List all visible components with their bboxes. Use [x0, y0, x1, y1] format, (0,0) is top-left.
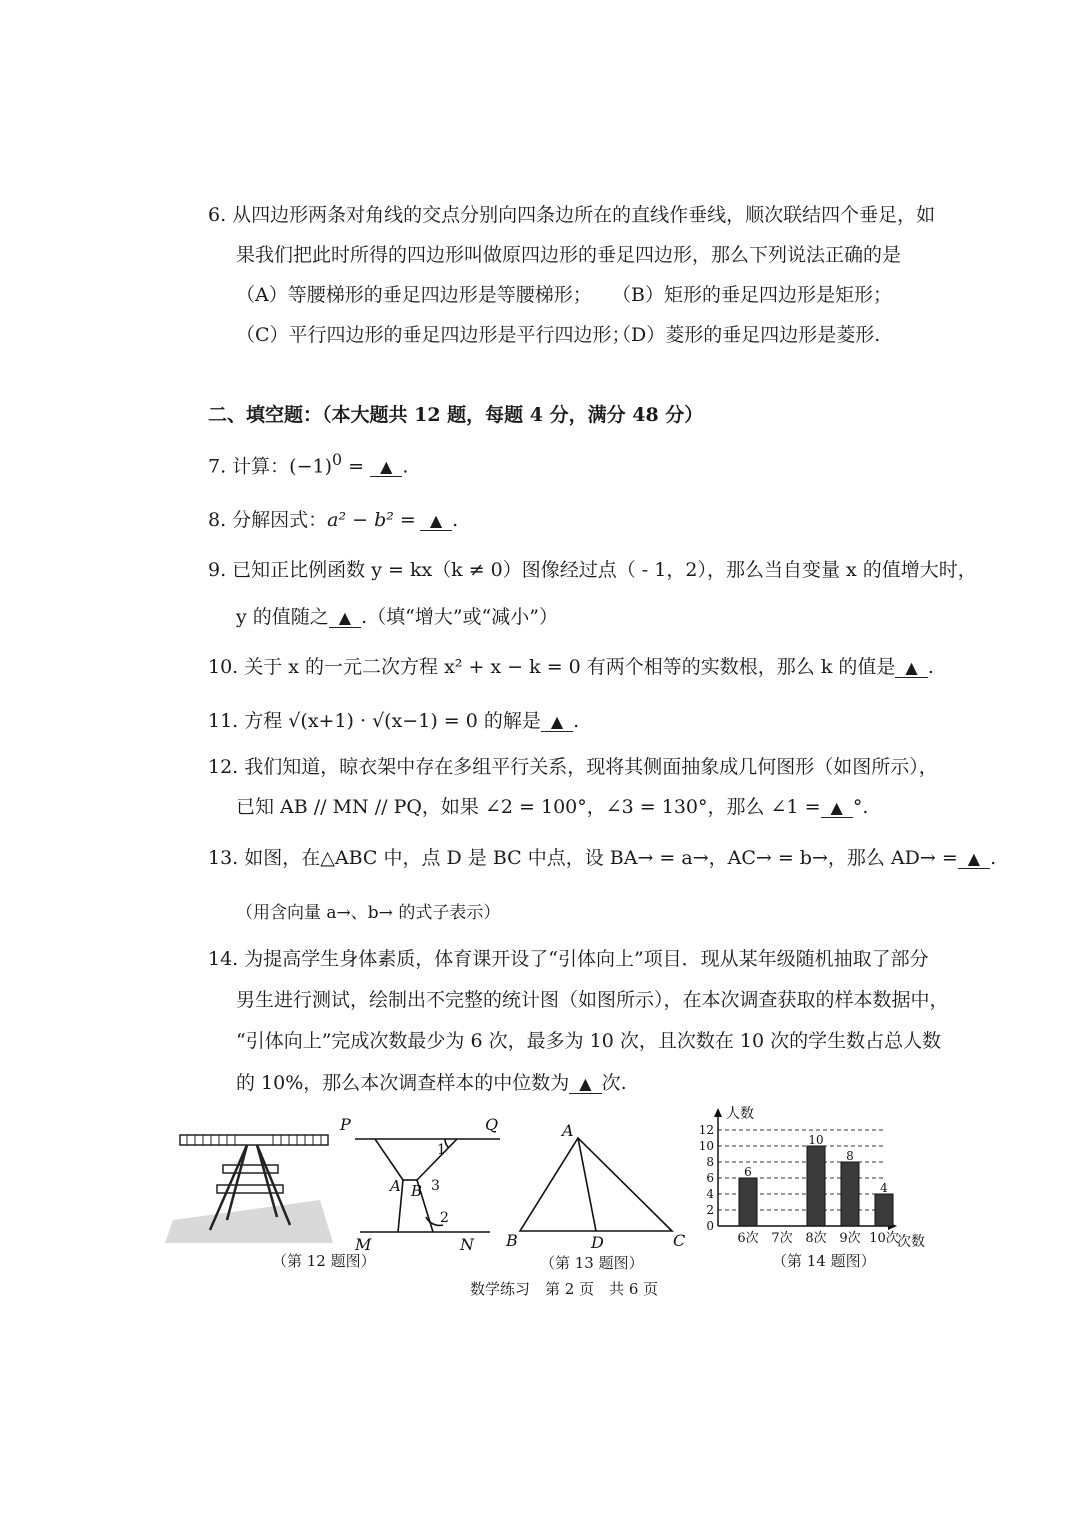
- figure-13-diagram: [500, 1118, 695, 1253]
- angle-3-label: 3: [431, 1178, 440, 1194]
- figure-14-bar-chart: [690, 1098, 940, 1248]
- q10-answer-blank[interactable]: [895, 658, 927, 678]
- q14-end: 次.: [601, 1072, 627, 1094]
- page-footer: 数学练习 第 2 页 共 6 页: [470, 1280, 659, 1298]
- q12-line1: 12. 我们知道，晾衣架中存在多组平行关系，现将其侧面抽象成几何图形（如图所示），: [208, 756, 938, 778]
- bar-data-label: 6: [744, 1165, 752, 1179]
- q7-text: 7. 计算：(−1): [208, 455, 333, 478]
- q9-line1: 9. 已知正比例函数 y = kx（k ≠ 0）图像经过点（ - 1，2），那么当自变量 x 的值增大时，: [208, 559, 977, 581]
- bar: [841, 1162, 859, 1226]
- blank-marker-icon: ▲: [338, 608, 352, 627]
- q10-end: .: [927, 656, 934, 678]
- label-c: C: [673, 1231, 686, 1250]
- q12-answer-blank[interactable]: [821, 798, 853, 818]
- label-m: M: [355, 1235, 372, 1252]
- bar-data-label: 10: [808, 1133, 824, 1147]
- q11: [208, 706, 579, 733]
- blank-marker-icon: ▲: [830, 798, 843, 817]
- q8-expression: a² − b² =: [327, 509, 416, 531]
- drying-rack-illustration: [165, 1125, 340, 1250]
- y-axis-arrow-icon: [714, 1108, 722, 1117]
- x-tick-label: 9次: [839, 1231, 861, 1246]
- bar: [739, 1178, 757, 1226]
- y-tick-label: 6: [706, 1171, 714, 1185]
- section-2-heading: 二、填空题：（本大题共 12 题，每题 4 分，满分 48 分）: [208, 404, 704, 426]
- q6-line1: 6. 从四边形两条对角线的交点分别向四条边所在的直线作垂线，顺次联结四个垂足，如: [208, 204, 936, 226]
- figure-12-caption: （第 12 题图）: [272, 1252, 376, 1270]
- q7: [208, 450, 408, 478]
- y-tick-label: 2: [706, 1203, 714, 1217]
- blank-marker-icon: ▲: [380, 457, 393, 477]
- figure-12-diagram: [335, 1112, 515, 1252]
- x-axis-label: 次数: [897, 1234, 925, 1248]
- q8: [208, 505, 458, 532]
- y-axis-label: 人数: [726, 1106, 754, 1122]
- q14-line1: 14. 为提高学生身体素质，体育课开设了“引体向上”项目．现从某年级随机抽取了部分: [208, 948, 929, 970]
- x-tick-label: 7次: [771, 1231, 793, 1246]
- label-a: A: [390, 1177, 401, 1195]
- y-tick-label: 4: [706, 1187, 714, 1201]
- q6-option-c: （C）平行四边形的垂足四边形是平行四边形；: [236, 324, 631, 346]
- bar: [875, 1194, 893, 1226]
- bar: [807, 1146, 825, 1226]
- q9-text: y 的值随之: [236, 606, 329, 628]
- q6-option-a: （A）等腰梯形的垂足四边形是等腰梯形；: [236, 284, 592, 306]
- q10-text: 10. 关于 x 的一元二次方程 x² + x − k = 0 有两个相等的实数根，那么 k 的值是: [208, 656, 896, 678]
- q12-end: °.: [852, 796, 869, 818]
- q14-line4: [236, 1068, 627, 1095]
- blank-marker-icon: ▲: [429, 511, 443, 530]
- label-a: A: [562, 1121, 574, 1140]
- q13-end: .: [990, 847, 997, 869]
- q8-text: 8. 分解因式：: [208, 509, 328, 531]
- q14-line2: 男生进行测试，绘制出不完整的统计图（如图所示），在本次调查获取的样本数据中，: [236, 989, 949, 1011]
- q13: [208, 843, 996, 870]
- blank-marker-icon: ▲: [905, 658, 918, 677]
- q12-line2: [236, 792, 868, 819]
- label-n: N: [460, 1235, 474, 1252]
- q6-line2: 果我们把此时所得的四边形叫做原四边形的垂足四边形，那么下列说法正确的是: [236, 244, 902, 266]
- angle-2-label: 2: [440, 1210, 449, 1226]
- q6-option-d: （D）菱形的垂足四边形是菱形.: [612, 324, 881, 346]
- q7-answer-blank[interactable]: [370, 457, 402, 477]
- y-tick-label: 12: [698, 1123, 714, 1137]
- blank-marker-icon: ▲: [550, 712, 564, 731]
- q12-text: 已知 AB // MN // PQ，如果 ∠2 = 100°，∠3 = 130°，那么 ∠1 =: [236, 796, 821, 818]
- q7-equals: =: [342, 455, 371, 478]
- figure-14-caption: （第 14 题图）: [772, 1252, 876, 1270]
- q9-line2: [236, 602, 558, 629]
- q7-end: .: [402, 455, 409, 478]
- bar-data-label: 8: [846, 1149, 854, 1163]
- label-p: P: [340, 1115, 351, 1134]
- q13-note: （用含向量 a→、b→ 的式子表示）: [236, 903, 501, 923]
- y-tick-label: 10: [698, 1139, 714, 1153]
- y-tick-label: 0: [706, 1219, 714, 1233]
- x-tick-label: 10次: [869, 1231, 899, 1246]
- q13-answer-blank[interactable]: [958, 849, 990, 869]
- angle-1-label: 1: [437, 1142, 446, 1158]
- q6-option-b: （B）矩形的垂足四边形是矩形；: [612, 284, 892, 306]
- q11-text: 11. 方程 √(x+1) · √(x−1) = 0 的解是: [208, 710, 541, 732]
- label-b: B: [506, 1231, 518, 1250]
- label-d: D: [591, 1233, 604, 1252]
- q10: [208, 652, 934, 679]
- q11-answer-blank[interactable]: [541, 712, 573, 732]
- y-tick-label: 8: [706, 1155, 714, 1169]
- label-b: B: [411, 1182, 423, 1200]
- q9-hint: .（填“增大”或“减小”）: [361, 606, 558, 628]
- q9-answer-blank[interactable]: [329, 608, 361, 628]
- q11-end: .: [573, 710, 580, 732]
- q14-line3: “引体向上”完成次数最少为 6 次，最多为 10 次，且次数在 10 次的学生数占总人数: [236, 1030, 942, 1052]
- blank-marker-icon: ▲: [967, 849, 981, 868]
- blank-marker-icon: ▲: [579, 1074, 592, 1093]
- q14-answer-blank[interactable]: [569, 1074, 601, 1094]
- x-tick-label: 6次: [737, 1231, 759, 1246]
- q14-text: 的 10%，那么本次调查样本的中位数为: [236, 1072, 570, 1094]
- x-tick-label: 8次: [805, 1231, 827, 1246]
- label-q: Q: [485, 1115, 499, 1134]
- figure-13-caption: （第 13 题图）: [540, 1254, 644, 1272]
- q7-exponent: 0: [332, 450, 343, 469]
- bar-data-label: 4: [880, 1181, 888, 1195]
- q13-text: 13. 如图，在△ABC 中，点 D 是 BC 中点，设 BA→ = a→，AC→ = b→，那么 AD→ =: [208, 847, 958, 869]
- q8-end: .: [452, 509, 459, 531]
- q8-answer-blank[interactable]: [420, 511, 452, 531]
